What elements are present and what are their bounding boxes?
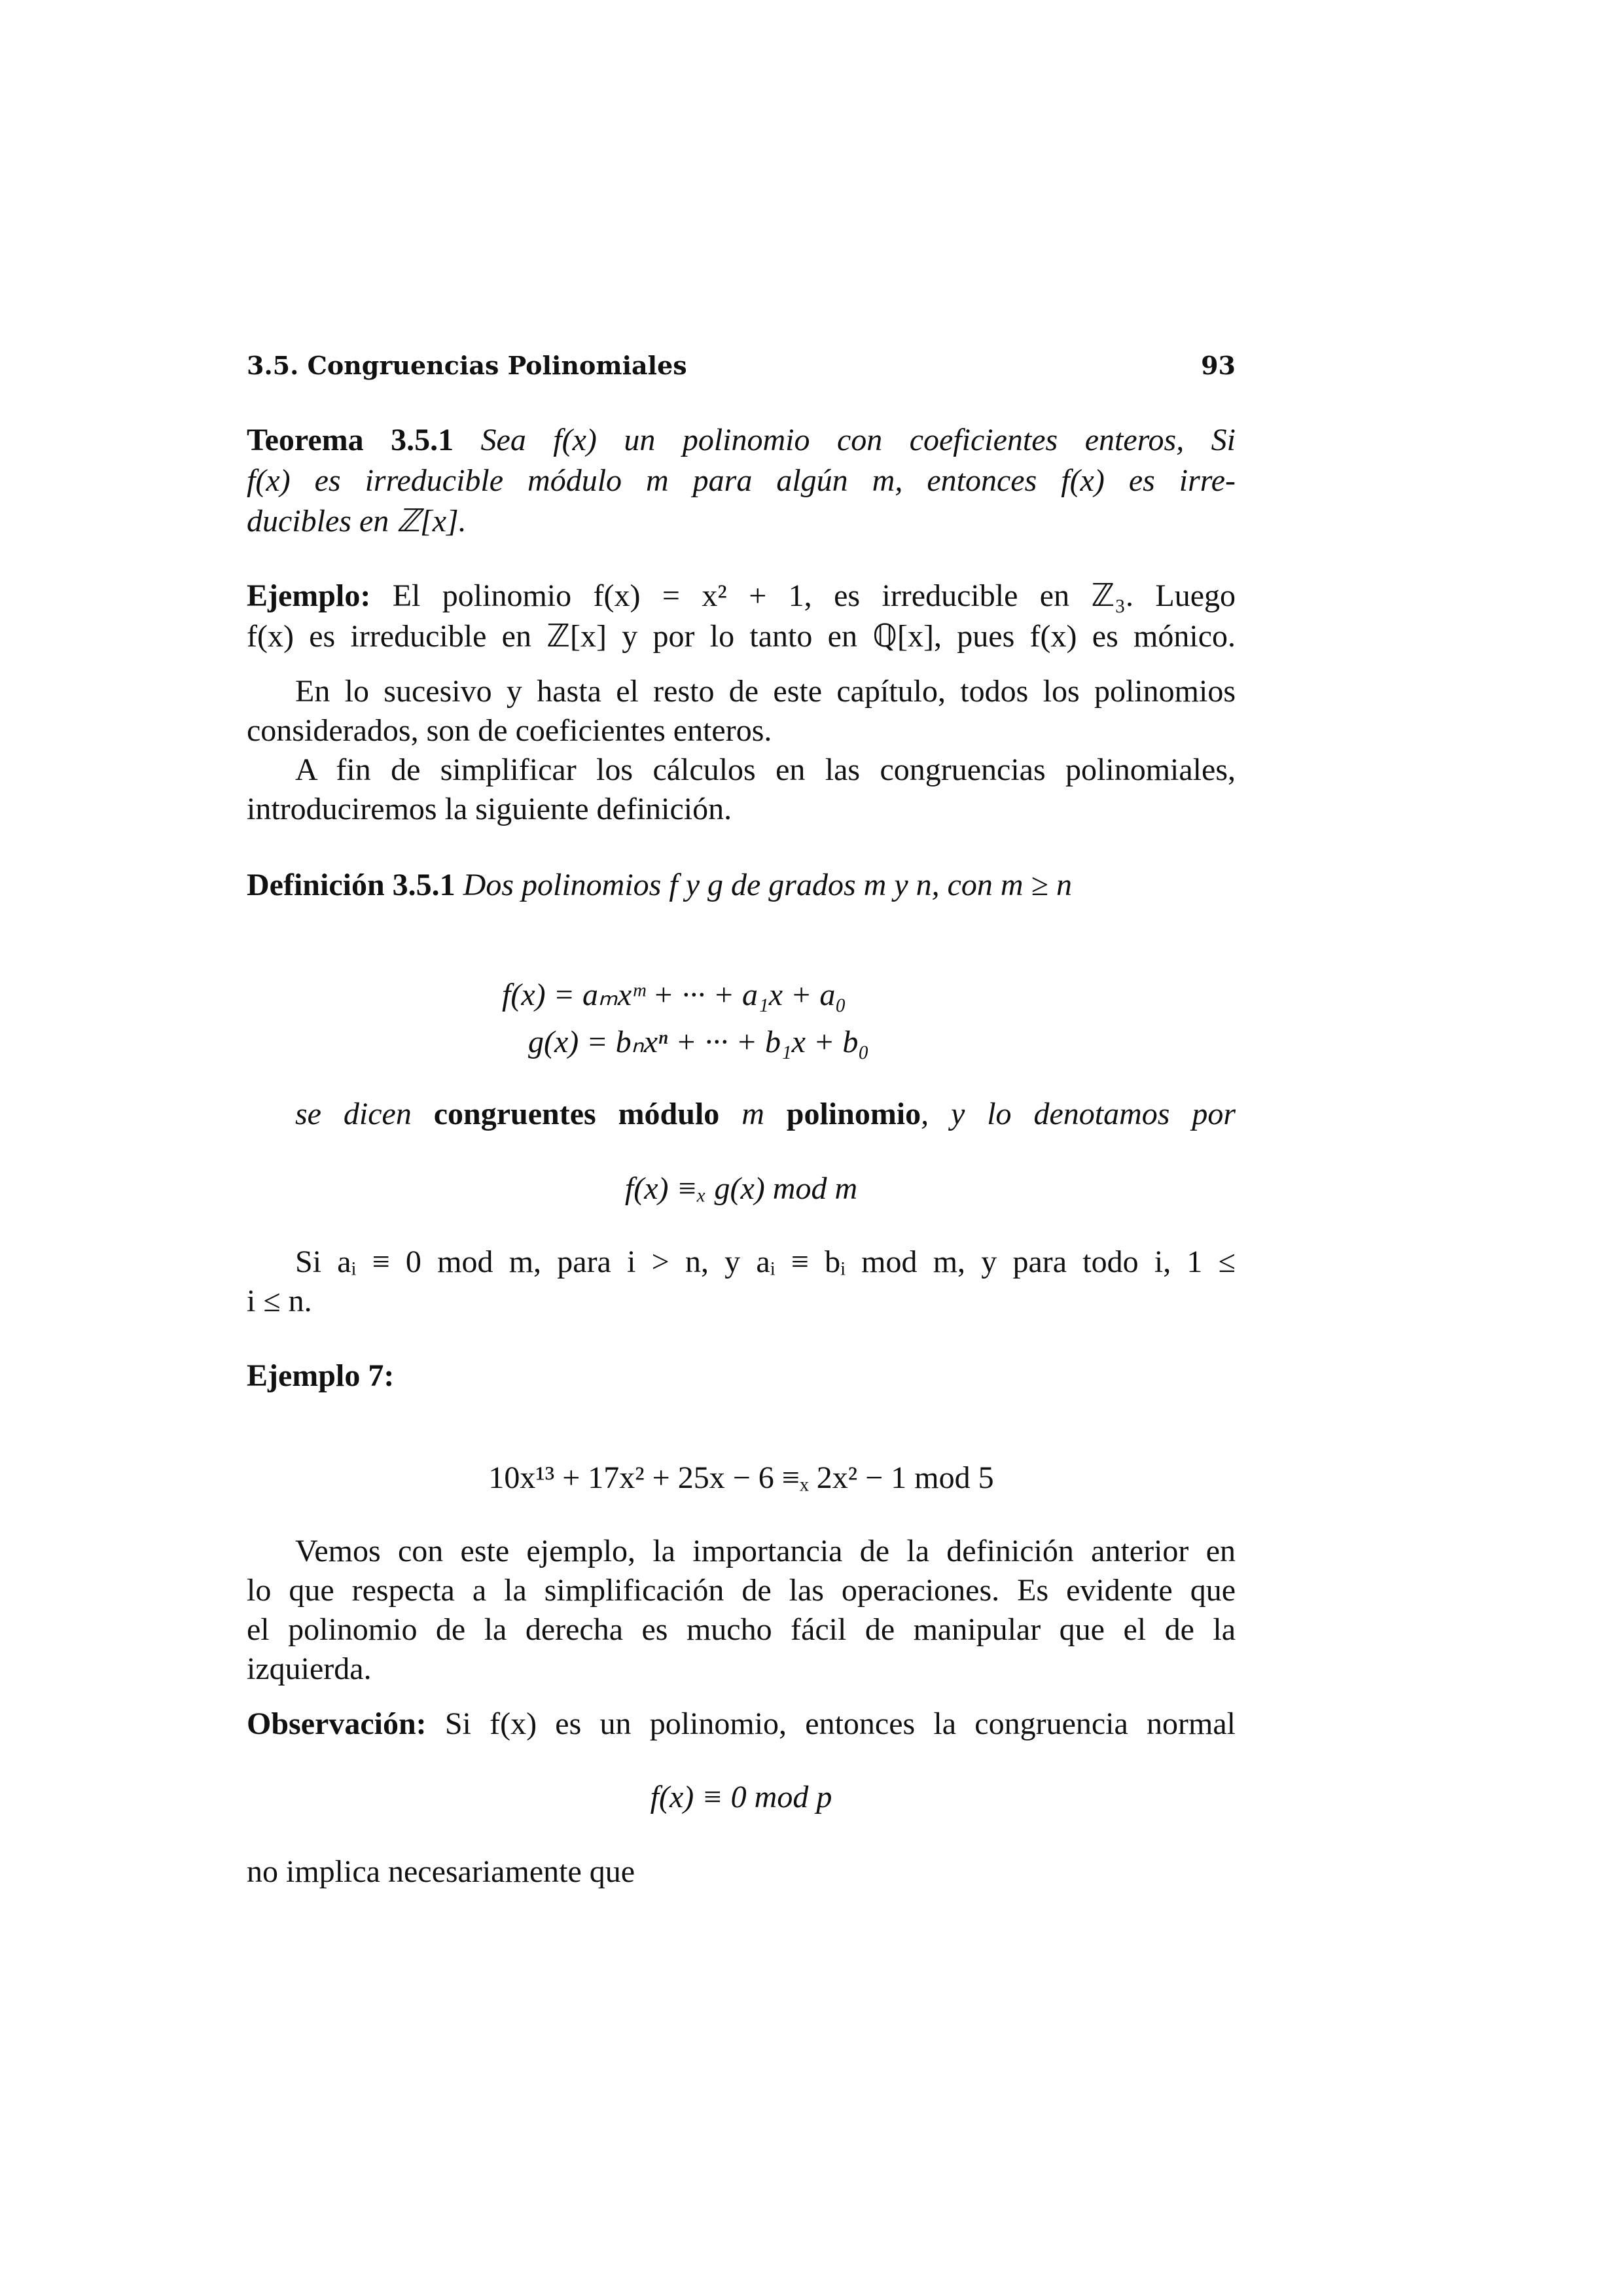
definition-text-post: , y lo denotamos por bbox=[921, 1097, 1236, 1131]
example7-equation: 10x¹³ + 17x² + 25x − 6 ≡ₓ 2x² − 1 mod 5 bbox=[488, 1460, 994, 1495]
observation-equation: f(x) ≡ 0 mod p bbox=[650, 1780, 832, 1814]
observation-label: Observación: bbox=[247, 1706, 427, 1741]
example-line-1 bbox=[247, 576, 1236, 616]
definition-term-1: congruentes módulo bbox=[433, 1097, 720, 1131]
running-header bbox=[247, 345, 1236, 385]
page-number: 93 bbox=[1201, 351, 1236, 380]
definition-term-m: m bbox=[741, 1097, 764, 1131]
para-line-1: En lo sucesivo y hasta el resto de este capítulo, todos los polinomios bbox=[295, 674, 1236, 709]
para-line-4: introduciremos la siguiente definición. bbox=[247, 792, 732, 826]
example7-line-3: el polinomio de la derecha es mucho fácil de manipular que el de la bbox=[247, 1612, 1236, 1647]
equation-g: g(x) = bₙxⁿ + ··· + b₁x + b₀ bbox=[528, 1025, 870, 1059]
equation-congruence: f(x) ≡ₓ g(x) mod m bbox=[624, 1171, 858, 1206]
definition-text-1: Dos polinomios f y g de grados m y n, con m ≥ n bbox=[463, 868, 1072, 902]
definition-term-2: polinomio bbox=[786, 1097, 921, 1131]
example-text-1: El polinomio f(x) = x² + 1, es irreducible en ℤ₃. Luego bbox=[392, 578, 1236, 613]
definition-label: Definición 3.5.1 bbox=[247, 868, 455, 902]
example7-line-1: Vemos con este ejemplo, la importancia de la definición anterior en bbox=[295, 1534, 1236, 1568]
observation-text-1: Si f(x) es un polinomio, entonces la congruencia normal bbox=[444, 1706, 1236, 1741]
theorem-line-3: ducibles en ℤ[x]. bbox=[247, 504, 467, 539]
para-line-3: A fin de simplificar los cálculos en las congruencias polinomiales, bbox=[295, 752, 1236, 787]
example-line-2: f(x) es irreducible en ℤ[x] y por lo tanto en ℚ[x], pues f(x) es mónico. bbox=[247, 619, 1236, 654]
definition-line-1 bbox=[247, 865, 1236, 906]
example7-line-2: lo que respecta a la simplificación de las operaciones. Es evidente que bbox=[247, 1573, 1236, 1608]
definition-line-3: Si aᵢ ≡ 0 mod m, para i > n, y aᵢ ≡ bᵢ mod m, y para todo i, 1 ≤ bbox=[295, 1245, 1236, 1279]
theorem-line-2: f(x) es irreducible módulo m para algún m, entonces f(x) es irre- bbox=[247, 463, 1236, 498]
section-title: 3.5. Congruencias Polinomiales bbox=[247, 351, 687, 380]
definition-line-4: i ≤ n. bbox=[247, 1284, 312, 1318]
definition-line-2 bbox=[295, 1094, 1236, 1135]
example7-line-4: izquierda. bbox=[247, 1651, 372, 1686]
equation-f: f(x) = aₘxᵐ + ··· + a₁x + a₀ bbox=[502, 978, 847, 1012]
example-label: Ejemplo: bbox=[247, 578, 371, 613]
observation-line-2: no implica necesariamente que bbox=[247, 1854, 635, 1889]
example7-label: Ejemplo 7: bbox=[247, 1358, 395, 1393]
observation-line-1 bbox=[247, 1704, 1236, 1744]
definition-text-pre: se dicen bbox=[295, 1097, 412, 1131]
para-line-2: considerados, son de coeficientes enteros. bbox=[247, 713, 772, 748]
theorem-line-1 bbox=[247, 420, 1236, 461]
theorem-label: Teorema 3.5.1 bbox=[247, 423, 454, 457]
theorem-text-1: Sea f(x) un polinomio con coeficientes enteros, Si bbox=[480, 423, 1236, 457]
